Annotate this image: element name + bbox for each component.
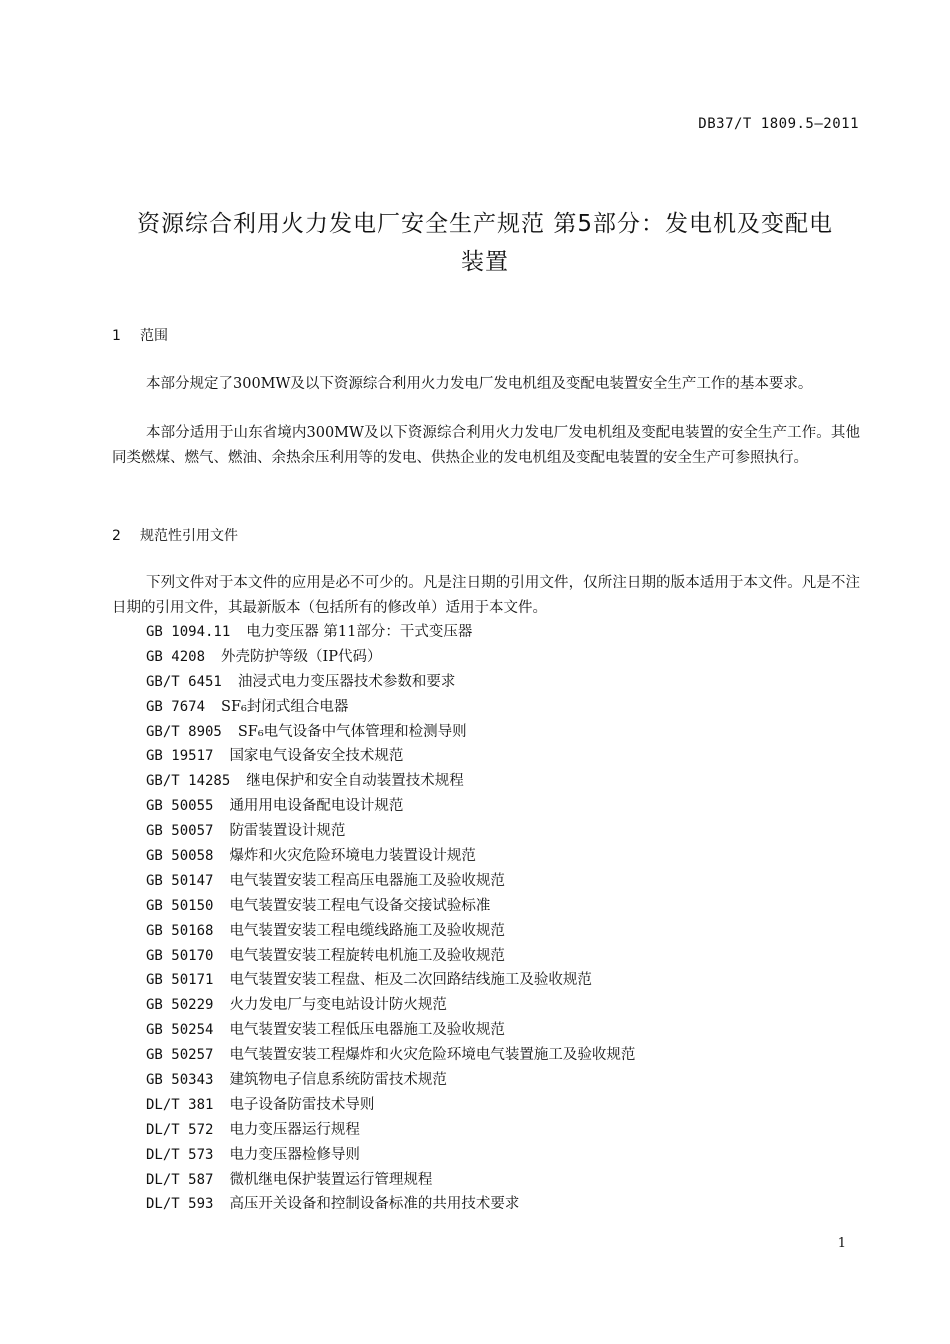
reference-code: GB/T 14285 (146, 773, 231, 790)
reference-code: GB 50168 (146, 922, 214, 939)
document-code: DB37/T 1809.5—2011 (698, 116, 859, 132)
page-number: 1 (837, 1236, 846, 1251)
section-title: 范围 (140, 328, 168, 344)
reference-title: 高压开关设备和控制设备标准的共用技术要求 (229, 1196, 520, 1213)
reference-item (146, 1018, 635, 1043)
reference-item (146, 819, 635, 844)
reference-code: DL/T 587 (146, 1171, 214, 1188)
reference-code: GB 50055 (146, 798, 214, 815)
reference-code: DL/T 593 (146, 1196, 214, 1213)
reference-title: 电力变压器运行规程 (229, 1121, 360, 1138)
paragraph: 本部分规定了300MW及以下资源综合利用火力发电厂发电机组及变配电装置安全生产工作的基本要求。 (146, 376, 813, 392)
reference-item (146, 1143, 635, 1168)
reference-title: 电气装置安装工程电气设备交接试验标准 (229, 897, 491, 914)
section-title: 规范性引用文件 (140, 528, 238, 544)
reference-item (146, 993, 635, 1018)
section-number: 2 (112, 528, 121, 544)
paragraph: 本部分适用于山东省境内300MW及以下资源综合利用火力发电厂发电机组及变配电装置的安全生产工作。其他同类燃煤、燃气、燃油、余热余压利用等的发电、供热企业的发电机组及变配电装置的安全生产可参照执行。 (112, 425, 860, 466)
reference-item (146, 844, 635, 869)
reference-item (146, 1168, 635, 1193)
reference-code: GB 50257 (146, 1047, 214, 1064)
paragraph: 下列文件对于本文件的应用是必不可少的。凡是注日期的引用文件，仅所注日期的版本适用于本文件。凡是不注日期的引用文件，其最新版本（包括所有的修改单）适用于本文件。 (112, 575, 860, 616)
reference-code: GB 19517 (146, 748, 214, 765)
reference-item (146, 1192, 635, 1217)
reference-title: 电气装置安装工程高压电器施工及验收规范 (229, 872, 505, 889)
reference-code: DL/T 381 (146, 1096, 214, 1113)
reference-item (146, 1093, 635, 1118)
reference-code: GB 50170 (146, 947, 214, 964)
reference-code: GB 7674 (146, 698, 206, 715)
reference-item (146, 645, 635, 670)
reference-item (146, 794, 635, 819)
reference-item (146, 944, 635, 969)
reference-code: GB 50254 (146, 1022, 214, 1039)
reference-code: DL/T 573 (146, 1146, 214, 1163)
reference-list (146, 620, 635, 1217)
reference-code: GB 50147 (146, 872, 214, 889)
section-number: 1 (112, 328, 121, 344)
reference-code: GB 50058 (146, 848, 214, 865)
reference-title: 通用用电设备配电设计规范 (229, 798, 404, 815)
reference-item (146, 670, 635, 695)
reference-title: 电气装置安装工程旋转电机施工及验收规范 (229, 947, 505, 964)
reference-code: GB/T 8905 (146, 723, 222, 740)
reference-title: 电气装置安装工程爆炸和火灾危险环境电气装置施工及验收规范 (229, 1047, 636, 1064)
reference-title: 电力变压器 第11部分：干式变压器 (246, 624, 473, 640)
reference-item (146, 769, 635, 794)
section-1-heading (112, 325, 168, 345)
section-2-heading (112, 525, 238, 545)
reference-item (146, 1118, 635, 1143)
reference-item (146, 1068, 635, 1093)
title-line-1: 资源综合利用火力发电厂安全生产规范 第5部分：发电机及变配电 (137, 211, 833, 237)
reference-title: 外壳防护等级（IP代码） (221, 648, 382, 665)
reference-title: 电力变压器检修导则 (229, 1146, 360, 1163)
reference-title: 电气装置安装工程盘、柜及二次回路结线施工及验收规范 (229, 972, 592, 989)
reference-title: 火力发电厂与变电站设计防火规范 (229, 997, 447, 1014)
reference-code: GB 50171 (146, 972, 214, 989)
reference-code: GB 50343 (146, 1072, 214, 1089)
reference-code: GB 50229 (146, 997, 214, 1014)
reference-code: GB 50057 (146, 823, 214, 840)
reference-code: GB 4208 (146, 648, 206, 665)
reference-item (146, 744, 635, 769)
reference-code: GB 1094.11 (146, 624, 231, 640)
reference-code: GB/T 6451 (146, 673, 222, 690)
document-title (100, 205, 870, 281)
reference-code: DL/T 572 (146, 1121, 214, 1138)
title-line-2: 装置 (461, 249, 509, 275)
reference-title: 国家电气设备安全技术规范 (229, 748, 404, 765)
reference-title: 电气装置安装工程电缆线路施工及验收规范 (229, 922, 505, 939)
reference-item (146, 720, 635, 745)
reference-item (146, 919, 635, 944)
reference-code: GB 50150 (146, 897, 214, 914)
reference-title: 电子设备防雷技术导则 (229, 1096, 375, 1113)
reference-title: SF₆封闭式组合电器 (221, 698, 349, 715)
reference-title: 继电保护和安全自动装置技术规程 (246, 773, 464, 790)
reference-title: 电气装置安装工程低压电器施工及验收规范 (229, 1022, 505, 1039)
reference-item (146, 968, 635, 993)
reference-title: SF₆电气设备中气体管理和检测导则 (237, 723, 467, 740)
reference-title: 爆炸和火灾危险环境电力装置设计规范 (229, 848, 476, 865)
reference-item (146, 869, 635, 894)
reference-item (146, 1043, 635, 1068)
reference-title: 建筑物电子信息系统防雷技术规范 (229, 1072, 447, 1089)
reference-item (146, 695, 635, 720)
reference-item (146, 620, 635, 645)
reference-item (146, 894, 635, 919)
reference-title: 微机继电保护装置运行管理规程 (229, 1171, 433, 1188)
reference-title: 防雷装置设计规范 (229, 823, 346, 840)
reference-title: 油浸式电力变压器技术参数和要求 (237, 673, 456, 690)
